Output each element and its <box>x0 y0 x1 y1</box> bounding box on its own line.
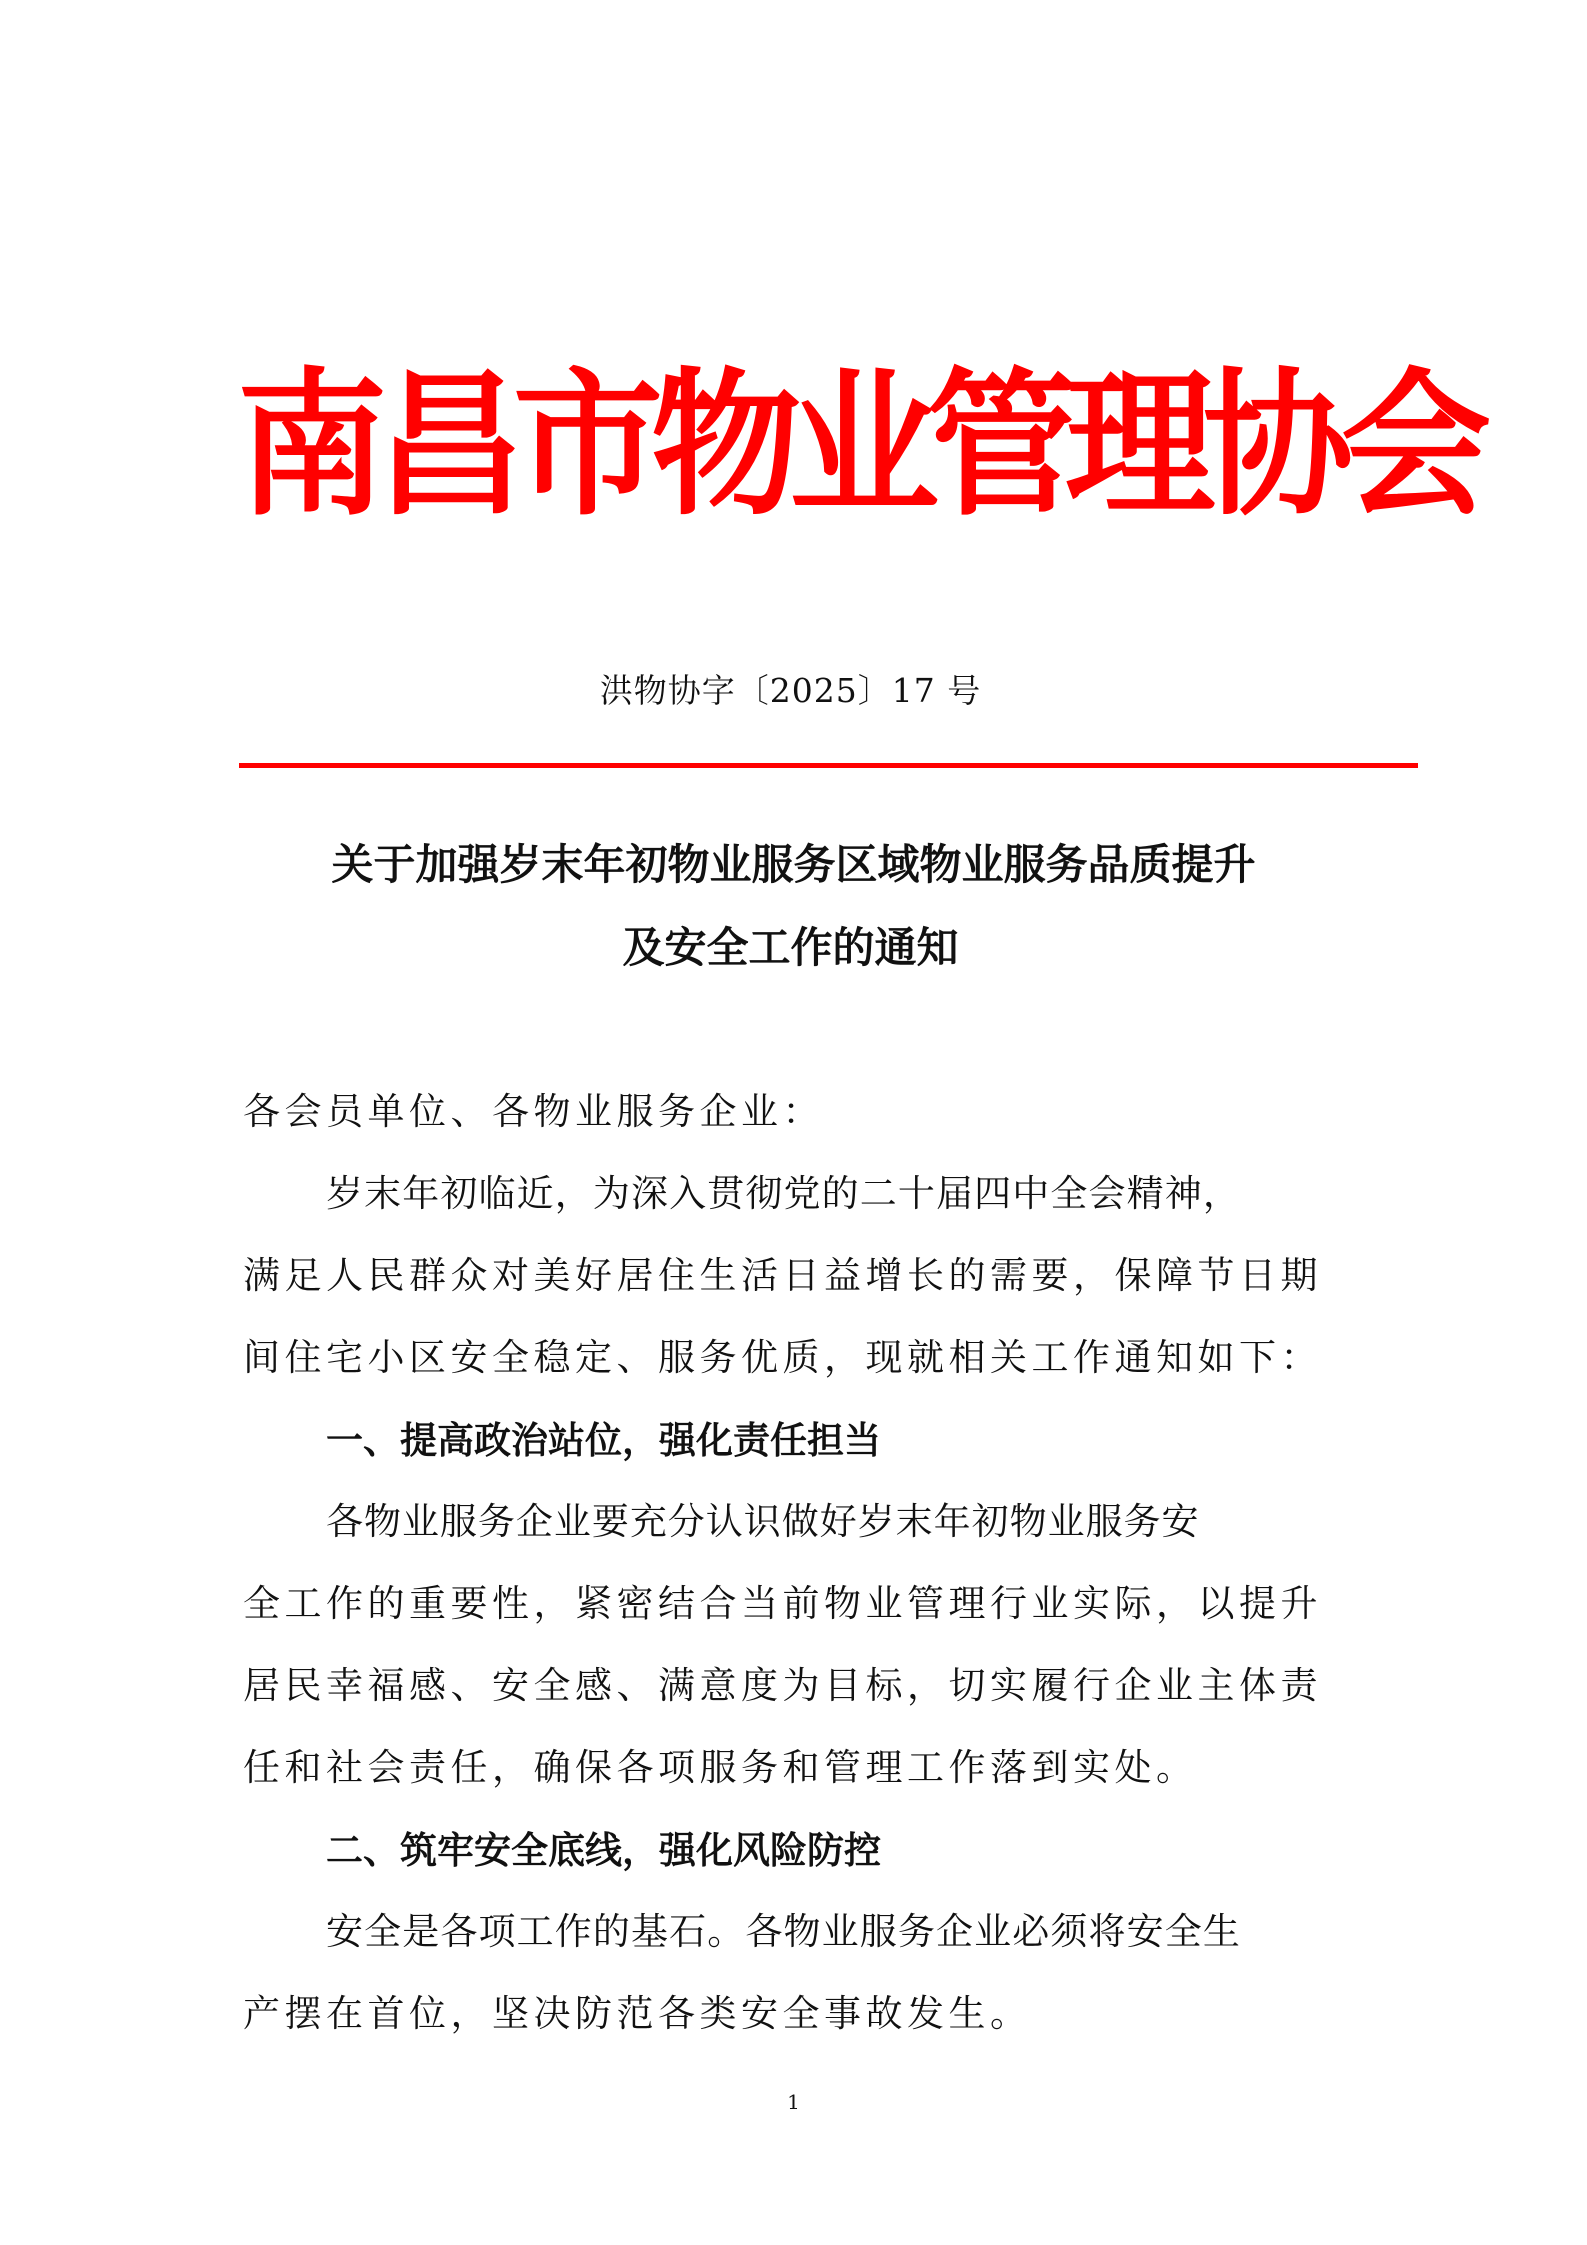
document-number-text: 洪物协字〔2025〕17 号 <box>599 671 982 710</box>
masthead-char: 业 <box>789 352 940 538</box>
page-number: 1 <box>787 2090 800 2114</box>
masthead-char: 市 <box>513 352 664 538</box>
masthead-char: 会 <box>1341 352 1492 538</box>
masthead-char: 管 <box>927 352 1078 538</box>
document-title-line-1: 关于加强岁末年初物业服务区域物业服务品质提升 <box>331 840 1256 889</box>
section-1-line: 各物业服务企业要充分认识做好岁末年初物业服务安 <box>326 1500 1200 1543</box>
section-2-heading: 二、筑牢安全底线，强化风险防控 <box>326 1828 881 1872</box>
masthead-char: 昌 <box>375 352 526 538</box>
red-divider-rule <box>239 763 1418 768</box>
section-1-line: 居民幸福感、安全感、满意度为目标，切实履行企业主体责 <box>243 1664 1322 1707</box>
masthead-char: 理 <box>1065 352 1216 538</box>
masthead-char: 物 <box>651 352 802 538</box>
masthead-char: 协 <box>1203 352 1354 538</box>
document-title-line-2: 及安全工作的通知 <box>622 923 959 972</box>
section-1-line: 全工作的重要性，紧密结合当前物业管理行业实际，以提升 <box>243 1582 1322 1625</box>
salutation: 各会员单位、各物业服务企业： <box>243 1090 824 1133</box>
section-1-line: 任和社会责任，确保各项服务和管理工作落到实处。 <box>243 1746 1198 1789</box>
section-2-line: 安全是各项工作的基石。各物业服务企业必须将安全生 <box>326 1910 1241 1953</box>
section-2-line: 产摆在首位，坚决防范各类安全事故发生。 <box>243 1992 1032 2035</box>
intro-line: 满足人民群众对美好居住生活日益增长的需要，保障节日期 <box>243 1254 1322 1297</box>
masthead-org-name <box>237 352 1492 538</box>
section-1-heading: 一、提高政治站位，强化责任担当 <box>326 1418 881 1462</box>
document-number <box>0 665 1587 712</box>
intro-line: 岁末年初临近，为深入贯彻党的二十届四中全会精神， <box>326 1172 1241 1215</box>
masthead-char: 南 <box>237 352 388 538</box>
intro-line: 间住宅小区安全稳定、服务优质，现就相关工作通知如下： <box>243 1336 1322 1379</box>
